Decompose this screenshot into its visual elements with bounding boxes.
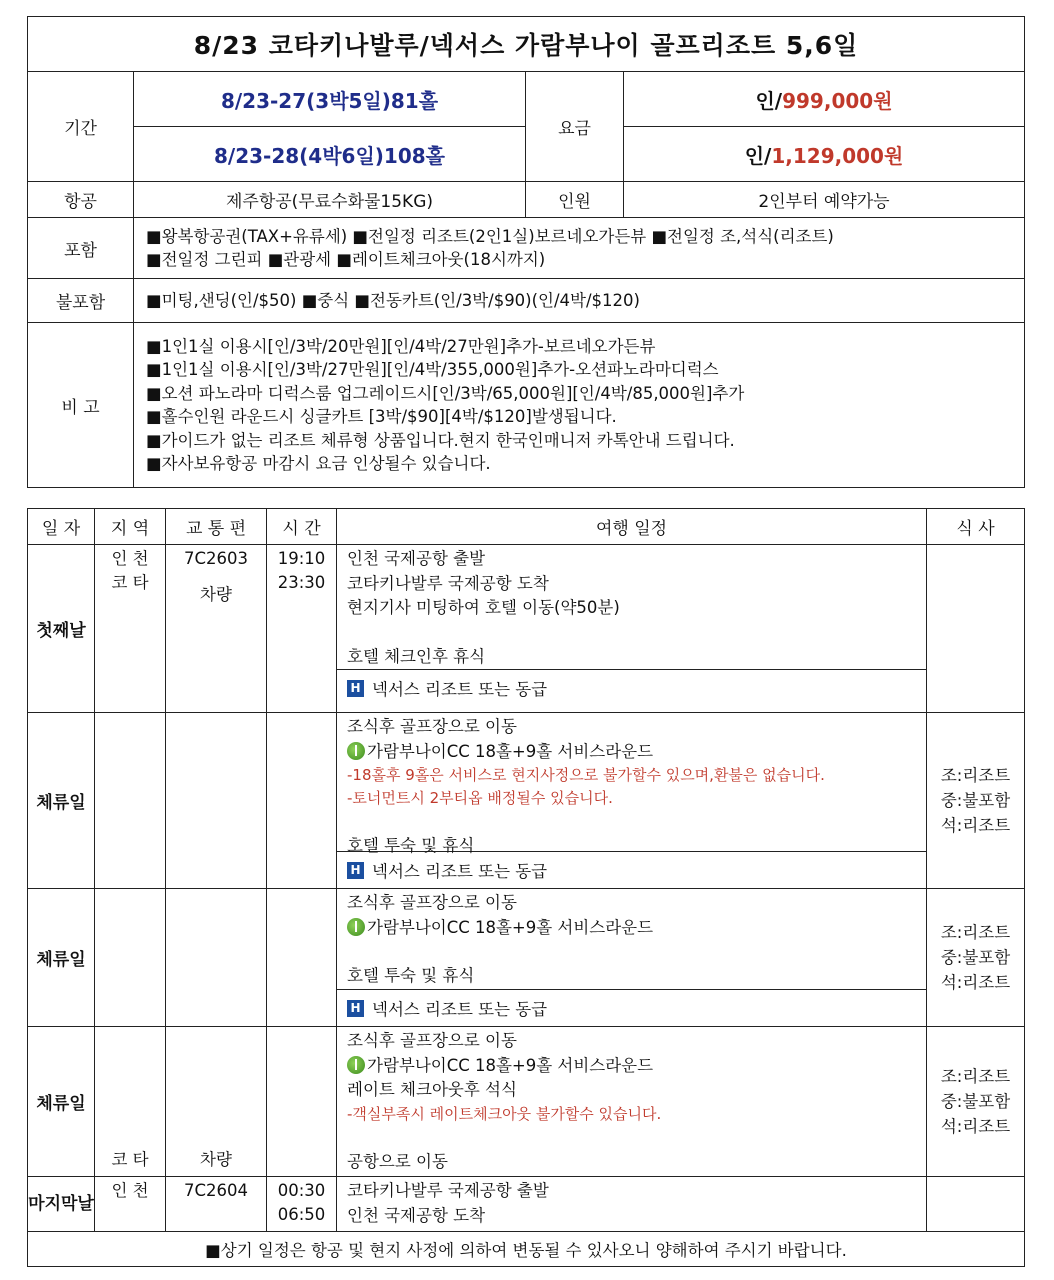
time-text: 00:30 xyxy=(277,1181,326,1200)
notes-label: 비 고 xyxy=(28,323,134,488)
meal-dinner: 석:리조트 xyxy=(940,1117,1011,1136)
golf-text: 가람부나이CC 18홀+9홀 서비스라운드 xyxy=(367,917,654,937)
meal-breakfast: 조:리조트 xyxy=(940,923,1011,942)
price-prefix: 인/ xyxy=(755,88,783,113)
package-title: 8/23 코타키나발루/넥서스 가람부나이 골프리조트 5,6일 xyxy=(28,17,1025,72)
air-value: 제주항공(무료수화물15KG) xyxy=(134,182,526,218)
note-item: ■자사보유항공 마감시 요금 인상될수 있습니다. xyxy=(146,454,491,473)
price-prefix: 인/ xyxy=(744,143,772,168)
time-text: 23:30 xyxy=(277,573,326,592)
itinerary-line: 호텔 투숙 및 휴식 xyxy=(347,836,475,855)
itinerary-line: 현지기사 미팅하여 호텔 이동(약50분) xyxy=(347,598,620,617)
region-cell xyxy=(95,889,166,1027)
note-item: ■가이드가 없는 리조트 체류형 상품입니다.현지 한국인매니저 카톡안내 드립니다. xyxy=(146,430,735,450)
golf-flag-icon xyxy=(347,1056,365,1074)
itinerary-line: 조식후 골프장으로 이동 xyxy=(347,893,517,912)
schedule-table xyxy=(27,508,1025,1267)
itinerary-cell xyxy=(337,889,927,1027)
hotel-line xyxy=(337,989,926,1026)
day-label: 체류일 xyxy=(28,713,95,889)
transport-cell: 7C2604 xyxy=(166,1177,267,1232)
include-value xyxy=(134,218,1025,279)
fee-label: 요금 xyxy=(526,72,624,182)
header-itinerary: 여행 일정 xyxy=(337,509,927,545)
header-region: 지 역 xyxy=(95,509,166,545)
header-transport: 교 통 편 xyxy=(166,509,267,545)
package-summary-table xyxy=(27,16,1025,488)
itinerary-line xyxy=(347,916,916,941)
price-option-1 xyxy=(624,72,1025,127)
warning-note: -18홀후 9홀은 서비스로 현지사정으로 불가할수 있으며,환불은 없습니다. xyxy=(347,766,825,784)
warning-note: -토너먼트시 2부티옵 배정될수 있습니다. xyxy=(347,789,613,807)
air-label: 항공 xyxy=(28,182,134,218)
meal-cell xyxy=(927,1027,1025,1177)
itinerary-line: 코타키나발루 국제공항 도착 xyxy=(347,573,549,593)
golf-text: 가람부나이CC 18홀+9홀 서비스라운드 xyxy=(367,741,654,761)
itinerary-line: 공항으로 이동 xyxy=(347,1151,448,1171)
meal-lunch: 중:불포함 xyxy=(940,791,1011,810)
meal-cell xyxy=(927,1177,1025,1232)
day-label: 체류일 xyxy=(28,1027,95,1177)
golf-text: 가람부나이CC 18홀+9홀 서비스라운드 xyxy=(367,1055,654,1075)
itinerary-line: 레이트 체크아웃후 석식 xyxy=(347,1080,517,1099)
hotel-line xyxy=(337,669,926,706)
include-line: ■왕복항공권(TAX+유류세) ■전일정 리조트(2인1실)보르네오가든뷰 ■전일정 조,석식(리조트) xyxy=(146,227,834,246)
itinerary-cell xyxy=(337,1027,927,1177)
flight-number: 7C2603 xyxy=(183,549,248,568)
hotel-icon: H xyxy=(347,680,364,697)
itinerary-line xyxy=(347,1054,916,1079)
itinerary-line: 인천 국제공항 출발 xyxy=(347,549,486,568)
region-cell xyxy=(95,545,166,713)
itinerary-cell xyxy=(337,545,927,713)
price-amount: 1,129,000원 xyxy=(771,143,904,168)
itinerary-line: 호텔 체크인후 휴식 xyxy=(347,646,486,666)
meal-dinner: 석:리조트 xyxy=(940,816,1011,835)
hotel-text: 넥서스 리조트 또는 동급 xyxy=(372,862,548,881)
golf-flag-icon xyxy=(347,918,365,936)
itinerary-cell xyxy=(337,1177,927,1232)
note-item: ■오션 파노라마 디럭스룸 업그레이드시[인/3박/65,000원][인/4박/85,000원]추가 xyxy=(146,383,745,403)
transport-cell: 차량 xyxy=(166,1027,267,1177)
region-text: 코 타 xyxy=(111,573,149,592)
region-text: 인 천 xyxy=(111,549,149,568)
itinerary-line: 호텔 투숙 및 휴식 xyxy=(347,966,475,985)
notes-list xyxy=(134,323,1025,488)
price-option-2 xyxy=(624,127,1025,182)
note-item: ■홀수인원 라운드시 싱글카트 [3박/$90][4박/$120]발생됩니다. xyxy=(146,407,617,426)
exclude-label: 불포함 xyxy=(28,279,134,323)
hotel-text: 넥서스 리조트 또는 동급 xyxy=(372,1000,548,1019)
transport-text: 차량 xyxy=(200,585,232,604)
schedule-row-day3 xyxy=(28,889,1025,1027)
meal-lunch: 중:불포함 xyxy=(940,948,1011,967)
price-amount: 999,000원 xyxy=(782,88,893,113)
period-option-1: 8/23-27(3박5일)81홀 xyxy=(134,72,526,127)
region-cell: 코 타 xyxy=(95,1027,166,1177)
schedule-footer-row xyxy=(28,1232,1025,1267)
meal-dinner: 석:리조트 xyxy=(940,973,1011,992)
itinerary-line: 조식후 골프장으로 이동 xyxy=(347,1031,517,1050)
meal-cell xyxy=(927,889,1025,1027)
schedule-header-row xyxy=(28,509,1025,545)
meal-lunch: 중:불포함 xyxy=(940,1092,1011,1111)
hotel-text: 넥서스 리조트 또는 동급 xyxy=(372,680,548,699)
time-cell xyxy=(267,889,337,1027)
warning-note: -객실부족시 레이트체크아웃 불가할수 있습니다. xyxy=(347,1104,662,1123)
header-time: 시 간 xyxy=(267,509,337,545)
transport-cell xyxy=(166,545,267,713)
include-line: ■전일정 그린피 ■관광세 ■레이트체크아웃(18시까지) xyxy=(146,250,546,269)
itinerary-line xyxy=(347,740,916,765)
period-label: 기간 xyxy=(28,72,134,182)
day-label: 체류일 xyxy=(28,889,95,1027)
people-label: 인원 xyxy=(526,182,624,218)
itinerary-line: 인천 국제공항 도착 xyxy=(347,1205,486,1225)
footer-notice: ■상기 일정은 항공 및 현지 사정에 의하여 변동될 수 있사오니 양해하여 주시기 바랍니다. xyxy=(28,1232,1025,1267)
note-item: ■1인1실 이용시[인/3박/20만원][인/4박/27만원]추가-보르네오가든뷰 xyxy=(146,336,656,356)
golf-flag-icon xyxy=(347,742,365,760)
period-option-2: 8/23-28(4박6일)108홀 xyxy=(134,127,526,182)
transport-cell xyxy=(166,713,267,889)
time-text: 06:50 xyxy=(277,1205,326,1224)
schedule-row-day4 xyxy=(28,1027,1025,1177)
note-item: ■1인1실 이용시[인/3박/27만원][인/4박/355,000원]추가-오션파노라마디럭스 xyxy=(146,360,719,379)
day-label: 마지막날 xyxy=(28,1177,95,1232)
time-cell xyxy=(267,1027,337,1177)
region-cell xyxy=(95,713,166,889)
day-label: 첫째날 xyxy=(28,545,95,713)
hotel-icon: H xyxy=(347,862,364,879)
itinerary-line: 코타키나발루 국제공항 출발 xyxy=(347,1181,549,1200)
exclude-value: ■미팅,샌딩(인/$50) ■중식 ■전동카트(인/3박/$90)(인/4박/$120) xyxy=(134,279,1025,323)
time-cell xyxy=(267,545,337,713)
people-value: 2인부터 예약가능 xyxy=(624,182,1025,218)
time-cell xyxy=(267,713,337,889)
meal-cell xyxy=(927,713,1025,889)
header-meal: 식 사 xyxy=(927,509,1025,545)
header-date: 일 자 xyxy=(28,509,95,545)
transport-cell xyxy=(166,889,267,1027)
hotel-icon: H xyxy=(347,1000,364,1017)
time-cell xyxy=(267,1177,337,1232)
schedule-row-day5 xyxy=(28,1177,1025,1232)
meal-breakfast: 조:리조트 xyxy=(940,766,1011,785)
itinerary-line: 조식후 골프장으로 이동 xyxy=(347,717,517,736)
meal-cell xyxy=(927,545,1025,713)
region-cell: 인 천 xyxy=(95,1177,166,1232)
meal-breakfast: 조:리조트 xyxy=(940,1067,1011,1086)
time-text: 19:10 xyxy=(277,549,326,568)
schedule-row-day2 xyxy=(28,713,1025,889)
schedule-row-day1 xyxy=(28,545,1025,713)
include-label: 포함 xyxy=(28,218,134,279)
itinerary-cell xyxy=(337,713,927,889)
